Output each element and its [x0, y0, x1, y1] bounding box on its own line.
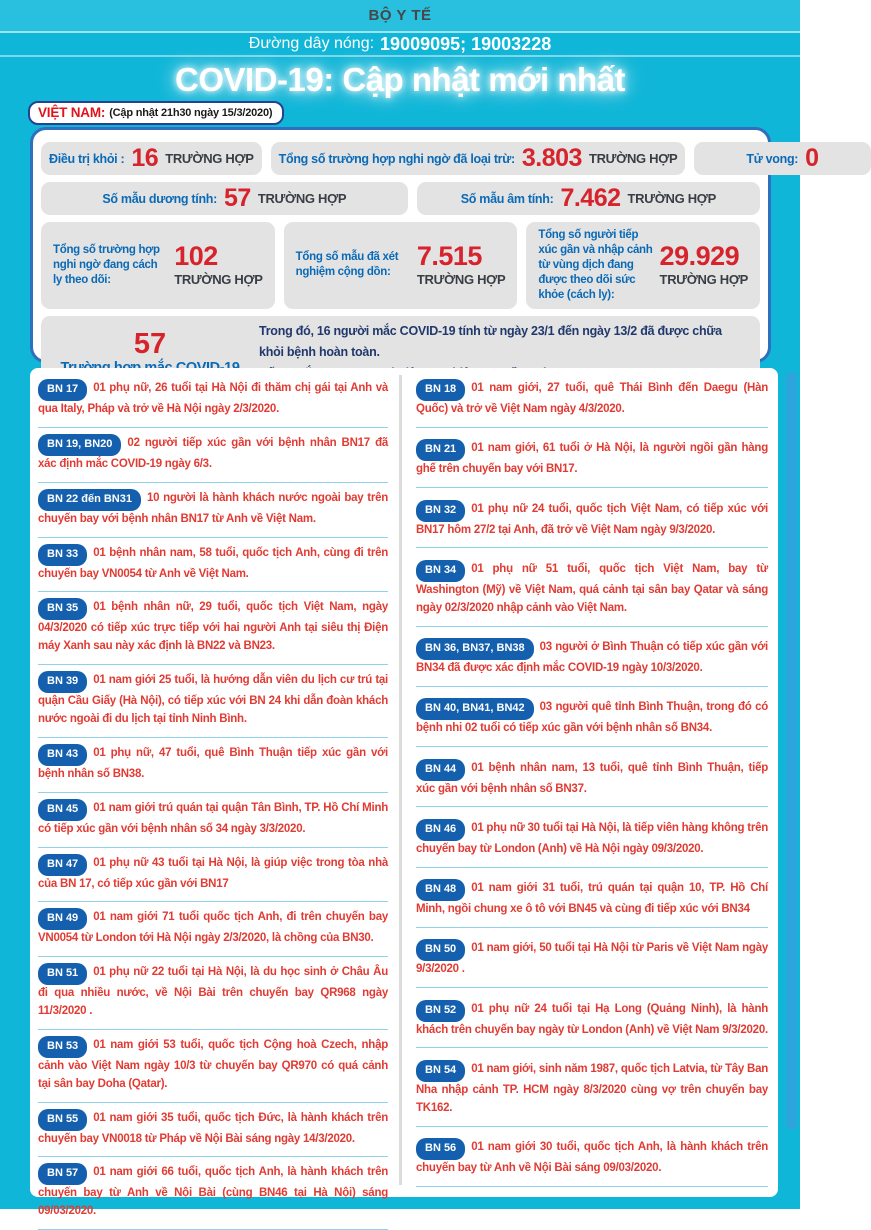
case-description: 01 nam giới 71 tuổi quốc tịch Anh, đi trên chuyến bay VN0054 từ London tới Hà Nội ngày 2/3/2020, là chồng của BN30. — [38, 911, 388, 945]
patient-id-badge: BN 19, BN20 — [38, 434, 121, 456]
case-description: 01 bệnh nhân nữ, 29 tuổi, quốc tịch Việt Nam, ngày 04/3/2020 có tiếp xúc trực tiếp với hai người Anh tại siêu thị Điện máy Xanh sau này xác định là BN22 và BN23. — [38, 601, 388, 653]
stat-unit: TRƯỜNG HỢP — [257, 191, 347, 206]
patient-id-badge: BN 52 — [416, 1000, 465, 1022]
country-label: VIỆT NAM: — [38, 105, 106, 120]
case-description: 03 người ở Bình Thuận có tiếp xúc gần với BN34 đã được xác định mắc COVID-19 ngày 10/3/2020. — [416, 640, 768, 674]
case-description: 01 nam giới 31 tuổi, trú quán tại quận 10, TP. Hồ Chí Minh, ngồi chung xe ô tô với BN45 và cùng đi tiếp xúc với BN34 — [416, 882, 768, 916]
patient-id-badge: BN 36, BN37, BN38 — [416, 638, 534, 660]
case-item — [38, 793, 388, 848]
hotline-numbers: 19009095; 19003228 — [380, 33, 552, 54]
stat-value: 102 — [174, 241, 218, 272]
case-item — [38, 1103, 388, 1158]
stat-label: Tử vong: — [746, 151, 799, 166]
case-description: 01 phụ nữ 51 tuổi, quốc tịch Việt Nam, bay từ Washington (Mỹ) về Việt Nam, quá cảnh tại sân bay Qatar và sáng ngày 02/3/2020 nhập cảnh vào Việt Nam. — [416, 562, 768, 614]
stat-value: 3.803 — [521, 144, 582, 172]
title-row — [0, 57, 800, 103]
stat-treated — [41, 142, 262, 175]
patient-id-badge: BN 40, BN41, BN42 — [416, 698, 534, 720]
case-item — [38, 738, 388, 793]
case-description: 01 nam giới trú quán tại quận Tân Bình, TP. Hồ Chí Minh có tiếp xúc gần với bệnh nhân số 34 ngày 3/3/2020. — [38, 801, 388, 835]
stat-unit: TRƯỜNG HỢP — [659, 272, 749, 288]
patient-id-badge: BN 17 — [38, 379, 87, 401]
case-description: 01 bệnh nhân nam, 13 tuổi, quê tỉnh Bình Thuận, tiếp xúc gần với bệnh nhân số BN37. — [416, 761, 768, 795]
stat-unit: TRƯỜNG HỢP — [416, 272, 506, 288]
case-item — [416, 373, 768, 428]
total-cases-value: 57 — [133, 328, 167, 361]
case-item — [416, 494, 768, 549]
case-description: 01 nam giới 30 tuổi, quốc tịch Anh, là hành khách trên chuyến bay từ Anh về Nội Bài sáng 09/03/2020. — [416, 1141, 768, 1175]
stat-monitored-contacts — [526, 222, 760, 309]
stats-row-2 — [41, 182, 760, 215]
stat-isolated — [41, 222, 275, 309]
summary-line-1: Trong đó, 16 người mắc COVID-19 tính từ ngày 23/1 đến ngày 13/2 đã được chữa khỏi bệnh hoàn toàn. — [259, 323, 722, 359]
case-item — [38, 373, 388, 428]
stat-value: 57 — [224, 184, 251, 212]
case-item — [416, 753, 768, 808]
case-description: 01 nam giới 53 tuổi, quốc tịch Cộng hoà Czech, nhập cảnh vào Việt Nam ngày 10/3 từ chuyến bay QR970 có quá cảnh tại sân bay Doha (Qatar). — [38, 1038, 388, 1090]
case-description: 01 phụ nữ 30 tuổi tại Hà Nội, là tiếp viên hàng không trên chuyến bay từ London (Anh) về Hà Nội ngày 09/3/2020. — [416, 821, 768, 855]
patient-id-badge: BN 57 — [38, 1163, 87, 1185]
stat-value-block — [417, 243, 505, 287]
case-description: 01 phụ nữ, 26 tuổi tại Hà Nội đi thăm chị gái tại Anh và qua Italy, Pháp và trở về Hà Nội ngày 2/3/2020. — [38, 382, 388, 416]
ministry-band — [0, 0, 800, 33]
page-title: COVID-19: Cập nhật mới nhất — [175, 61, 625, 98]
patient-id-badge: BN 53 — [38, 1036, 87, 1058]
case-item — [38, 848, 388, 903]
patient-id-badge: BN 49 — [38, 908, 87, 930]
stat-value: 7.515 — [416, 241, 482, 272]
case-item — [416, 933, 768, 988]
case-description: 03 người quê tỉnh Bình Thuận, trong đó có bệnh nhi 02 tuổi có tiếp xúc gần với bệnh nhân số BN34. — [416, 701, 768, 735]
stat-label: Tổng số trường hợp nghi ngờ đang cách ly theo dõi: — [53, 243, 160, 286]
patient-id-badge: BN 18 — [416, 379, 465, 401]
patient-id-badge: BN 48 — [416, 879, 465, 901]
case-column-right — [416, 373, 768, 1187]
stat-label: Số mẫu âm tính: — [460, 191, 554, 206]
scrollbar-thumb[interactable] — [786, 372, 797, 1130]
patient-id-badge: BN 47 — [38, 854, 87, 876]
stat-label: Điều trị khỏi : — [49, 151, 125, 166]
case-item — [38, 538, 388, 593]
stat-positive-samples — [41, 182, 408, 215]
patient-id-badge: BN 34 — [416, 560, 465, 582]
case-item — [416, 692, 768, 747]
stat-label: Số mẫu dương tính: — [102, 191, 217, 206]
patient-id-badge: BN 46 — [416, 819, 465, 841]
patient-id-badge: BN 55 — [38, 1109, 87, 1131]
stats-row-1 — [41, 142, 819, 175]
case-description: 01 nam giới 66 tuổi, quốc tịch Anh, là hành khách trên chuyến bay từ Anh về Nội Bài (cùng BN46 tại Hà Nội) sáng 09/03/2020. — [38, 1166, 388, 1218]
case-description: 01 phụ nữ 24 tuổi tại Hạ Long (Quảng Ninh), là hành khách trên chuyến bay ngày từ London (Anh) về Việt Nam 9/3/2020. — [416, 1002, 768, 1036]
stat-unit: TRƯỜNG HỢP — [174, 272, 263, 288]
patient-id-badge: BN 22 đến BN31 — [38, 489, 141, 511]
country-update-pill — [28, 101, 284, 125]
case-description: 01 nam giới 35 tuổi, quốc tịch Đức, là hành khách trên chuyến bay VN0018 từ Pháp về Nội Bài sáng ngày 14/3/2020. — [38, 1111, 388, 1145]
case-item — [38, 957, 388, 1030]
case-description: 01 nam giới, 50 tuổi tại Hà Nội từ Paris về Việt Nam ngày 9/3/2020 . — [416, 942, 768, 976]
stat-value-block — [174, 243, 262, 287]
case-item — [416, 632, 768, 687]
case-item — [416, 873, 768, 928]
case-item — [416, 1054, 768, 1127]
case-description: 01 nam giới, 61 tuổi ở Hà Nội, là người ngồi gần hàng ghế trên chuyến bay với BN17. — [416, 442, 768, 476]
case-item — [38, 428, 388, 483]
case-description: 01 phụ nữ 24 tuổi, quốc tịch Việt Nam, có tiếp xúc với BN17 hôm 27/2 tại Anh, đã trở về Việt Nam ngày 9/3/2020. — [416, 502, 768, 536]
case-item — [38, 1030, 388, 1103]
patient-id-badge: BN 35 — [38, 598, 87, 620]
patient-id-badge: BN 56 — [416, 1138, 465, 1160]
case-description: 01 nam giới, 27 tuổi, quê Thái Bình đến Daegu (Hàn Quốc) và trở về Việt Nam ngày 4/3/2020. — [416, 382, 768, 416]
stat-suspected-excluded — [271, 142, 686, 175]
case-description: 01 nam giới, sinh năm 1987, quốc tịch Latvia, từ Tây Ban Nha nhập cảnh TP. HCM ngày 8/3/2020 cùng vợ trên chuyến bay TK162. — [416, 1062, 768, 1114]
patient-id-badge: BN 32 — [416, 500, 465, 522]
stats-row-3 — [41, 222, 760, 309]
case-item — [416, 994, 768, 1049]
patient-id-badge: BN 43 — [38, 744, 87, 766]
stat-unit: TRƯỜNG HỢP — [165, 151, 254, 166]
case-description: 01 phụ nữ, 47 tuổi, quê Bình Thuận tiếp xúc gần với bệnh nhân số BN38. — [38, 746, 388, 780]
case-item — [416, 1132, 768, 1187]
patient-id-badge: BN 54 — [416, 1060, 465, 1082]
patient-id-badge: BN 51 — [38, 963, 87, 985]
stat-deaths — [694, 142, 870, 175]
patient-id-badge: BN 21 — [416, 439, 465, 461]
stat-unit: TRƯỜNG HỢP — [627, 191, 716, 206]
patient-id-badge: BN 45 — [38, 799, 87, 821]
stat-value-block — [660, 243, 748, 287]
hotline-band — [0, 33, 800, 57]
stat-negative-samples — [417, 182, 760, 215]
updated-timestamp: (Cập nhật 21h30 ngày 15/3/2020) — [109, 106, 273, 119]
patient-id-badge: BN 44 — [416, 759, 465, 781]
stat-unit: TRƯỜNG HỢP — [588, 151, 678, 166]
stat-value: 29.929 — [659, 241, 740, 272]
case-description: 01 nam giới 25 tuổi, là hướng dẫn viên du lịch cư trú tại quận Cầu Giấy (Hà Nội), có tiếp xúc với BN 24 khi dẫn đoàn khách nước ngoài đi du lịch tại tỉnh Ninh Bình. — [38, 674, 388, 725]
case-description: 01 phụ nữ 22 tuổi tại Hà Nội, là du học sinh ở Châu Âu đi qua nhiều nước, về Nội Bài trên chuyến bay QR968 ngày 11/3/2020 . — [38, 966, 388, 1018]
stat-value: 7.462 — [560, 184, 621, 212]
case-item — [416, 813, 768, 868]
case-description: 02 người tiếp xúc gần với bệnh nhân BN17 đã xác định mắc COVID-19 ngày 6/3. — [38, 436, 388, 470]
stat-label: Tổng số mẫu đã xét nghiệm cộng dồn: — [295, 251, 399, 279]
case-description: 01 bệnh nhân nam, 58 tuổi, quốc tịch Anh, cùng đi trên chuyến bay VN0054 từ Anh về Việt Nam. — [38, 546, 388, 580]
column-divider — [399, 375, 402, 1185]
patient-id-badge: BN 33 — [38, 544, 87, 566]
stat-label: Tổng số người tiếp xúc gần và nhập cảnh từ vùng dịch đang được theo dõi sức khỏe (cách ly): — [538, 229, 653, 301]
case-item — [38, 1157, 388, 1230]
case-item — [38, 902, 388, 957]
patient-id-badge: BN 50 — [416, 939, 465, 961]
case-description: 01 phụ nữ 43 tuổi tại Hà Nội, là giúp việc trong tòa nhà của BN 17, có tiếp xúc gần với BN17 — [38, 856, 388, 890]
case-item — [416, 433, 768, 488]
case-item — [38, 665, 388, 738]
case-item — [38, 483, 388, 538]
case-description: 10 người là hành khách nước ngoài bay trên chuyến bay với bệnh nhân BN17 từ Anh về Việt Nam. — [38, 491, 388, 525]
case-item — [416, 554, 768, 627]
case-list-panel — [30, 368, 778, 1218]
stat-value: 16 — [131, 144, 159, 172]
case-item — [38, 592, 388, 665]
stat-value: 0 — [805, 144, 819, 172]
stats-panel — [30, 127, 819, 363]
patient-id-badge: BN 39 — [38, 671, 87, 693]
ministry-title: BỘ Y TẾ — [368, 7, 432, 24]
stat-label: Tổng số trường hợp nghi ngờ đã loại trừ: — [278, 151, 515, 166]
case-column-left — [38, 373, 388, 1218]
hotline-label: Đường dây nóng: — [248, 35, 375, 52]
stat-tested-cumulative — [284, 222, 518, 309]
